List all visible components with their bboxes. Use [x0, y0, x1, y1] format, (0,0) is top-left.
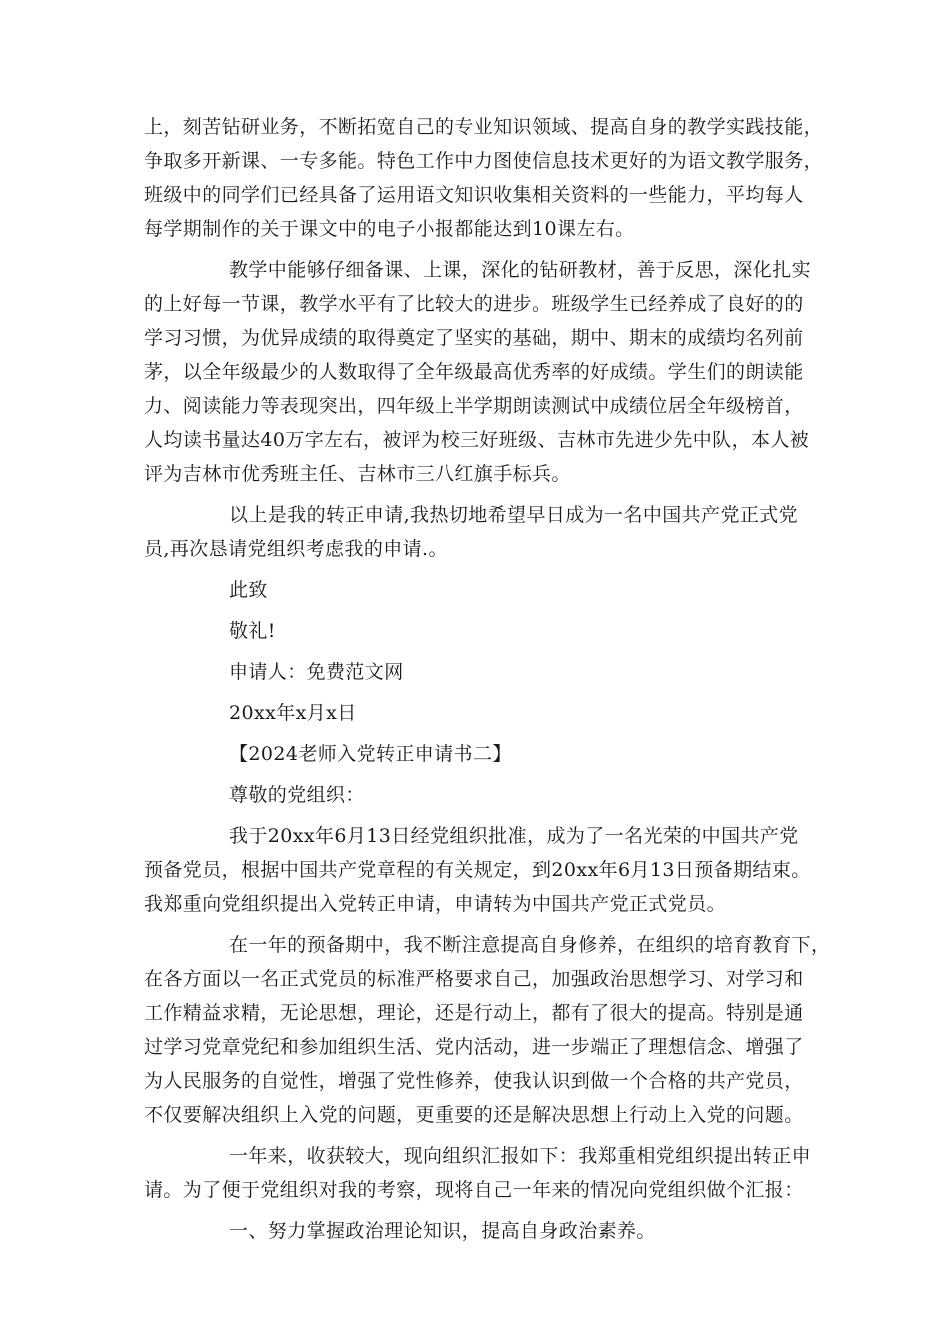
- text-line: 以上是我的转正申请,我热切地希望早日成为一名中国共产党正式党: [229, 504, 799, 526]
- closing-jingli: 敬礼!: [229, 620, 276, 642]
- text-line: 人均读书量达40万字左右，被评为校三好班级、吉林市先进少先中队，本人被: [144, 429, 810, 451]
- text-line: 请。为了便于党组织对我的考察，现将自己一年来的情况向党组织做个汇报：: [144, 1179, 804, 1201]
- paragraph-probation: [144, 928, 831, 1132]
- text-line: 茅，以全年级最少的人数取得了全年级最高优秀率的好成绩。学生们的朗读能: [144, 361, 804, 383]
- text-line: 在各方面以一名正式党员的标准严格要求自己，加强政治思想学习、对学习和: [144, 968, 804, 990]
- text-line: 每学期制作的关于课文中的电子小报都能达到10课左右。: [144, 218, 635, 240]
- text-line: 力、阅读能力等表现突出，四年级上半学期朗读测试中成绩位居全年级榜首，: [144, 395, 804, 417]
- text-line: 评为吉林市优秀班主任、吉林市三八红旗手标兵。: [144, 463, 571, 485]
- text-line: 预备党员，根据中国共产党章程的有关规定，到20xx年6月13日预备期结束。: [144, 859, 811, 881]
- text-line: 为人民服务的自觉性，增强了党性修养，使我认识到做一个合格的共产党员，: [144, 1070, 804, 1092]
- applicant-line: 申请人：免费范文网: [229, 661, 404, 683]
- text-line: 班级中的同学们已经具备了运用语文知识收集相关资料的一些能力，平均每人: [144, 184, 804, 206]
- text-line: 争取多开新课、一专多能。特色工作中力图使信息技术更好的为语文教学服务，: [144, 150, 824, 172]
- text-line: 不仅要解决组织上入党的问题，更重要的还是解决思想上行动上入党的问题。: [144, 1104, 804, 1126]
- paragraph-teaching-skills: [144, 110, 824, 246]
- paragraph-conclusion: [144, 498, 819, 566]
- text-line: 教学中能够仔细备课、上课，深化的钻研教材，善于反思，深化扎实: [229, 259, 812, 281]
- text-line: 的上好每一节课，教学水平有了比较大的进步。班级学生已经养成了良好的的: [144, 293, 804, 315]
- text-line: 工作精益求精，无论思想，理论，还是行动上，都有了很大的提高。特别是通: [144, 1002, 804, 1024]
- document-page: [144, 110, 831, 1248]
- text-line: 在一年的预备期中，我不断注意提高自身修养，在组织的培育教育下，: [229, 934, 831, 956]
- text-line: 我于20xx年6月13日经党组织批准，成为了一名光荣的中国共产党: [229, 825, 799, 847]
- text-line: 我郑重向党组织提出入党转正申请，申请转为中国共产党正式党员。: [144, 893, 727, 915]
- text-line: 一年来，收获较大，现向组织汇报如下：我郑重相党组织提出转正申: [229, 1145, 812, 1167]
- date-line: 20xx年x月x日: [229, 702, 357, 724]
- heading-one: 一、努力掌握政治理论知识，提高自身政治素养。: [229, 1220, 656, 1242]
- text-line: 学习习惯，为优异成绩的取得奠定了坚实的基础，期中、期末的成绩均名列前: [144, 327, 804, 349]
- text-line: 员,再次恳请党组织考虑我的申请.。: [144, 538, 448, 560]
- section-title: 【2024老师入党转正申请书二】: [229, 743, 512, 765]
- closing-cizhi: 此致: [229, 579, 268, 601]
- text-line: 过学习党章党纪和参加组织生活、党内活动，进一步端正了理想信念、增强了: [144, 1036, 804, 1058]
- text-line: 上，刻苦钻研业务，不断拓宽自己的专业知识领域、提高自身的教学实践技能，: [144, 116, 824, 138]
- paragraph-teaching-results: [144, 253, 819, 491]
- paragraph-approval: [144, 819, 819, 921]
- salutation: 尊敬的党组织：: [229, 784, 365, 806]
- paragraph-report-intro: [144, 1139, 819, 1207]
